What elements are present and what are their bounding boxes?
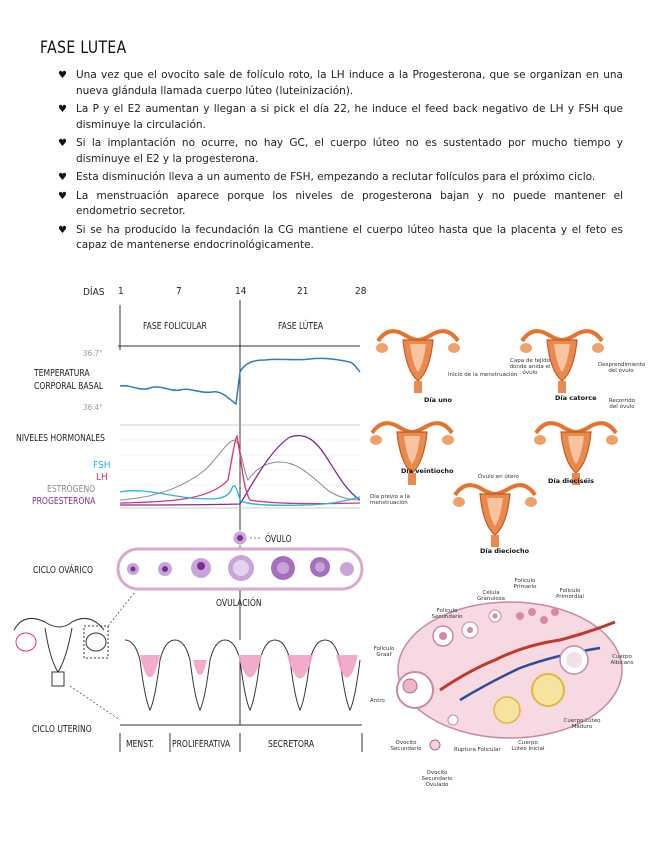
day-tick: 28 — [355, 286, 367, 297]
ruptura-folicular-label: Ruptura Folicular — [454, 747, 501, 753]
temp-label: TEMPERATURA — [34, 368, 90, 379]
legend-estrogen: ESTRÓGENO — [47, 484, 96, 495]
legend-progesterone: PROGESTERONA — [32, 496, 96, 507]
celula-granulosa-label: Célula Granulosa — [477, 590, 505, 602]
ovarian-cycle-label: CICLO OVÁRICO — [33, 565, 94, 576]
antro-label: Antro — [370, 698, 385, 704]
foliculo-graaf-label: Folículo Graaf — [373, 646, 395, 658]
page-title: FASE LUTEA — [40, 38, 127, 58]
ovulo-utero-label: Óvulo en útero — [478, 474, 519, 480]
uterine-cycle-label: CICLO UTERINO — [32, 724, 92, 735]
recorrido-label: Recorrido del óvulo — [608, 398, 636, 410]
cuerpo-luteo-maduro-label: Cuerpo Lúteo Maduro — [563, 718, 601, 730]
dia-veintiocho-label: Día veintiocho — [401, 467, 454, 475]
list-item: ♥ Una vez que el ovocito sale de folículo roto, la LH induce a la Progesterona, que se organizan en una nueva glándula llamada cuerpo lúteo (luteinización). — [58, 69, 623, 97]
dia-dieciocho-label: Día dieciocho — [480, 547, 530, 555]
foliculo-secundario-label: Folículo Secundario — [431, 608, 463, 620]
temp-label: CORPORAL BASAL — [34, 381, 104, 392]
list-item: ♥ La P y el E2 aumentan y llegan a si pick el día 22, he induce el feed back negativo de LH y FSH que disminuye la circulación. — [58, 103, 623, 131]
list-item: ♥ Esta disminución lleva a un aumento de FSH, empezando a reclutar folículos para el próximo ciclo. — [58, 170, 623, 186]
legend-fsh: FSH — [93, 460, 111, 471]
foliculo-primordial-label: Folículo Primordial — [556, 588, 584, 600]
ovulo-label: ÓVULO — [265, 534, 292, 545]
dia-previo-label: Día previo a la menstruación — [370, 494, 410, 506]
list-item: ♥ Si se ha producido la fecundación la CG mantiene el cuerpo lúteo hasta que la placenta y el feto es capaz de mantenerse endocrinológicamente. — [58, 223, 623, 251]
dia-uno-label: Día uno — [424, 396, 452, 404]
day-tick: 1 — [118, 286, 124, 297]
list-item: ♥ La menstruación aparece porque los niveles de progesterona bajan y no puede mantener el endometrio secretor. — [58, 189, 623, 217]
ovulation-label: OVULACIÓN — [216, 598, 262, 609]
menst-label: MENST. — [126, 739, 155, 750]
temp-high-label: 36.7° — [83, 349, 103, 358]
heart-bullet-icon: ♥ — [58, 104, 67, 115]
heart-bullet-icon: ♥ — [58, 224, 67, 236]
heart-bullet-icon: ♥ — [58, 190, 67, 202]
foliculo-primario-label: Folículo Primario — [513, 578, 537, 590]
days-label: DÍAS — [83, 287, 105, 298]
dia-dieciseis-label: Día dieciséis — [548, 477, 595, 485]
heart-bullet-icon: ♥ — [58, 70, 67, 81]
ovocito-secundario-label: Ovocito Secundario — [390, 740, 422, 752]
hormones-label: NIVELES HORMONALES — [16, 433, 106, 444]
desprendimiento-label: Desprendimiento del óvulo — [598, 362, 646, 374]
proliferativa-label: PROLIFERATIVA — [172, 739, 231, 750]
day-tick: 21 — [297, 286, 309, 297]
day-tick: 14 — [235, 286, 247, 297]
heart-bullet-icon: ♥ — [58, 172, 67, 183]
temp-low-label: 36.4° — [83, 403, 103, 412]
secretora-label: SECRETORA — [268, 739, 315, 750]
cuerpo-luteo-inicial-label: Cuerpo Lúteo Inicial — [511, 740, 545, 752]
day-tick: 7 — [176, 286, 182, 297]
capa-tejido-label: Capa de tejido donde anida el óvulo — [509, 358, 551, 376]
heart-bullet-icon: ♥ — [58, 138, 67, 149]
dia-catorce-label: Día catorce — [555, 394, 597, 402]
ovocito-ovulado-label: Ovocito Secundario Ovulado — [421, 770, 453, 788]
list-item: ♥ Si la implantación no ocurre, no hay GC, el cuerpo lúteo no es sustentado por mucho tiempo y disminuye el E2 y la progesterona. — [58, 137, 623, 165]
phase-luteal-label: FASE LÚTEA — [278, 321, 324, 332]
legend-lh: LH — [96, 472, 108, 483]
inicio-menstruacion-label: Inicio de la menstruación — [448, 372, 518, 378]
cuerpo-albicans-label: Cuerpo Albicans — [610, 654, 634, 666]
phase-follicular-label: FASE FOLICULAR — [143, 321, 207, 332]
